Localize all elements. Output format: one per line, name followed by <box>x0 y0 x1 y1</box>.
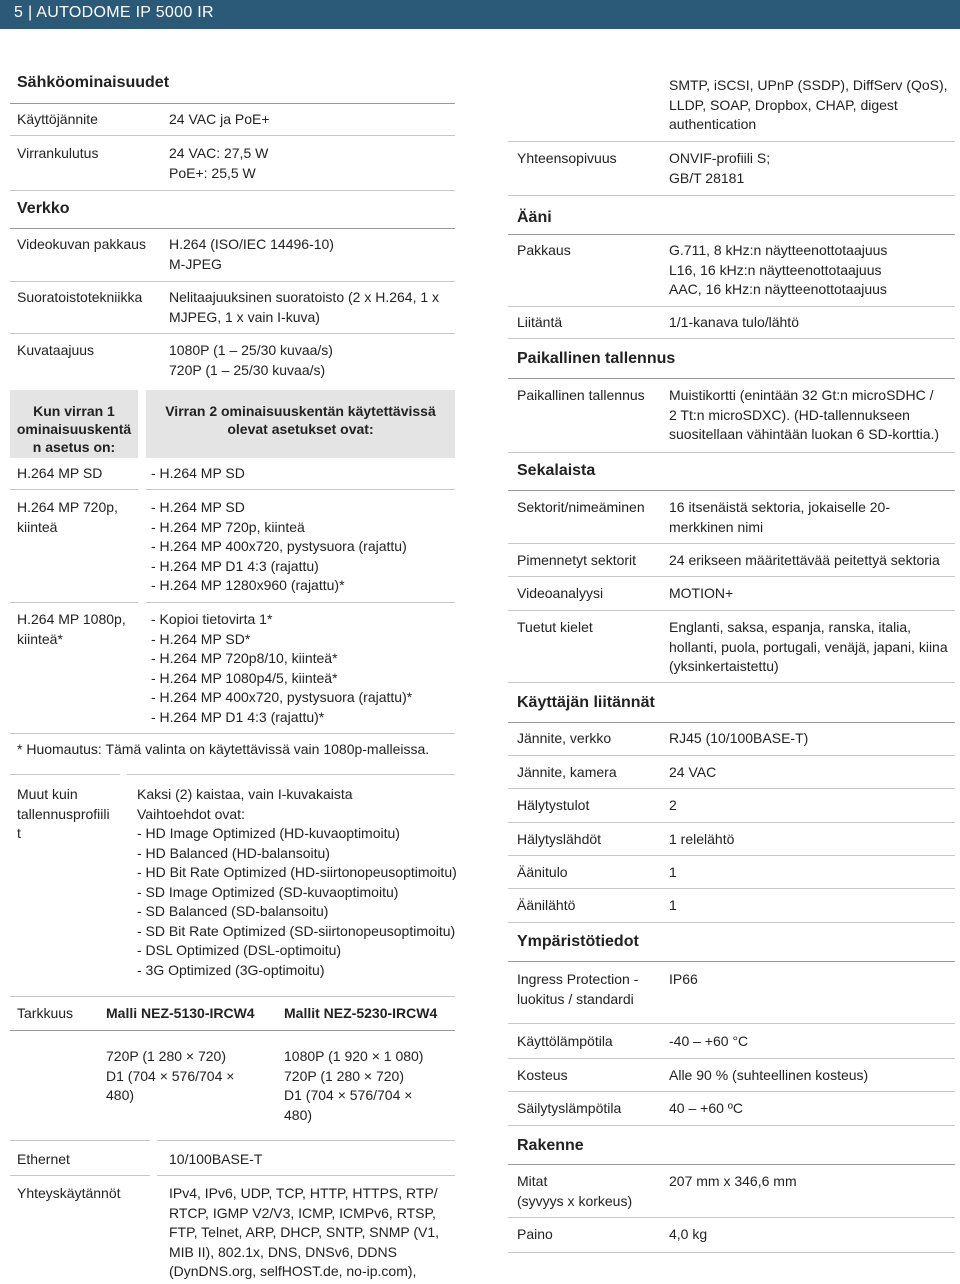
profile-label: H.264 MP 720p, kiinteä <box>17 499 118 535</box>
rule <box>508 961 955 962</box>
spec-value: MOTION+ <box>669 585 734 601</box>
rule <box>508 1023 955 1024</box>
spec-label: Jännite, kamera <box>517 764 617 780</box>
spec-label: Virrankulutus <box>17 145 99 161</box>
spec-value: H.264 (ISO/IEC 14496-10) M-JPEG <box>169 236 334 272</box>
profile-label: H.264 MP SD <box>17 465 103 481</box>
rule <box>508 306 955 307</box>
profiles-footnote: * Huomautus: Tämä valinta on käytettävissä vain 1080p-malleissa. <box>17 741 430 757</box>
spec-value: 16 itsenäistä sektoria, jokaiselle 20- merkkinen nimi <box>669 499 891 535</box>
rule <box>10 103 455 104</box>
rule <box>508 490 955 491</box>
rule <box>508 888 955 889</box>
page-header-bar <box>0 0 960 29</box>
rule <box>10 733 455 734</box>
section-heading-kayttajan-liitannat: Käyttäjän liitännät <box>517 694 655 711</box>
profiles-col1-header: Kun virran 1 ominaisuuskentä n asetus on: <box>16 403 132 455</box>
spec-value: 24 erikseen määritettävää peitettyä sektoria <box>669 552 940 568</box>
spec-value: 1 relelähtö <box>669 831 735 847</box>
spec-value: 24 VAC <box>669 764 717 780</box>
page-title: 5 | AUTODOME IP 5000 IR <box>14 4 214 21</box>
spec-label: Videoanalyysi <box>517 585 604 601</box>
spec-label: Liitäntä <box>517 314 563 330</box>
spec-value: ONVIF-profiili S; GB/T 28181 <box>669 150 771 186</box>
spec-value-continued: SMTP, iSCSI, UPnP (SSDP), DiffServ (QoS), LLDP, SOAP, Dropbox, CHAP, digest authentication <box>669 77 948 132</box>
tarkkuus-col1-header: Malli NEZ-5130-IRCW4 <box>106 1005 255 1021</box>
rule <box>508 1125 955 1126</box>
spec-value: IP66 <box>669 971 698 987</box>
rule <box>508 452 955 453</box>
rule <box>10 228 455 229</box>
spec-label: Kuvataajuus <box>17 342 95 358</box>
spec-label: Pimennetyt sektorit <box>517 552 637 568</box>
rule <box>508 1058 955 1059</box>
section-heading-rakenne: Rakenne <box>517 1137 584 1154</box>
section-heading-ymparistotiedot: Ympäristötiedot <box>517 933 639 950</box>
spec-label: Sektorit/nimeäminen <box>517 499 645 515</box>
rule <box>157 1175 455 1176</box>
section-heading-verkko: Verkko <box>17 200 70 217</box>
rule <box>508 338 955 339</box>
rule <box>10 1140 150 1141</box>
rule <box>508 234 955 235</box>
rule <box>10 996 455 997</box>
spec-label: Suoratoistotekniikka <box>17 289 143 305</box>
rule <box>508 855 955 856</box>
rule <box>508 378 955 379</box>
spec-label: Ingress Protection - luokitus / standardi <box>517 971 639 1007</box>
tarkkuus-col2-header: Mallit NEZ-5230-IRCW4 <box>284 1005 438 1021</box>
spec-label: Kosteus <box>517 1067 568 1083</box>
rule <box>508 576 955 577</box>
profile-label: H.264 MP 1080p, kiinteä* <box>17 611 126 647</box>
spec-value: Kaksi (2) kaistaa, vain I-kuvakaista Vaihtoehdot ovat: - HD Image Optimized (HD-kuvaoptimoitu) - HD Balanced (HD-balansoitu) - HD Bit Rate Optimized (HD-siirtonopeusoptimoitu) - SD Image Optimized (SD-kuvaoptimoitu) - SD Balanced (SD-balansoitu) - SD Bit Rate Optimized (SD-siirtonopeusoptimoitu) - DSL Optimized (DSL-optimoitu) - 3G Optimized (3G-optimoitu) <box>137 786 457 978</box>
spec-label: Tuetut kielet <box>517 619 593 635</box>
rule <box>10 1030 455 1031</box>
spec-value: IPv4, IPv6, UDP, TCP, HTTP, HTTPS, RTP/ RTCP, IGMP V2/V3, ICMP, ICMPv6, RTSP, FTP, Telnet, ARP, DHCP, SNTP, SNMP (V1, MIB II), 802.1x, DNS, DNSv6, DDNS (DynDNS.org, selfHOST.de, no-ip.com), <box>169 1185 440 1279</box>
spec-label: Mitat (syvyys x korkeus) <box>517 1173 633 1209</box>
spec-label: Tarkkuus <box>17 1005 74 1021</box>
spec-value: 2 <box>669 797 677 813</box>
rule <box>508 1217 955 1218</box>
spec-value: 4,0 kg <box>669 1226 708 1242</box>
spec-value: Nelitaajuuksinen suoratoisto (2 x H.264, 1 x MJPEG, 1 x vain I-kuva) <box>169 289 440 325</box>
tarkkuus-col1-value: 720P (1 280 × 720) D1 (704 × 576/704 × 480) <box>106 1048 235 1103</box>
rule <box>146 489 455 490</box>
rule <box>10 281 455 282</box>
spec-label: Paino <box>517 1226 553 1242</box>
spec-value: Muistikortti (enintään 32 Gt:n microSDHC / 2 Tt:n microSDXC). (HD-tallennukseen suositellaan vähintään luokan 6 SD-korttia.) <box>669 387 940 442</box>
rule <box>508 788 955 789</box>
spec-label: Käyttölämpötila <box>517 1033 613 1049</box>
rule <box>127 774 455 775</box>
rule <box>508 1252 955 1253</box>
spec-value: 24 VAC ja PoE+ <box>169 111 270 127</box>
section-heading-sekalaista: Sekalaista <box>517 462 596 479</box>
spec-label: Hälytyslähdöt <box>517 831 602 847</box>
rule <box>508 141 955 142</box>
profiles-col2-header: Virran 2 ominaisuuskentän käytettävissä olevat asetukset ovat: <box>165 403 436 437</box>
profile-options: - Kopioi tietovirta 1* - H.264 MP SD* - H.264 MP 720p8/10, kiinteä* - H.264 MP 1080p4/5, kiinteä* - H.264 MP 400x720, pystysuora (rajattu)* - H.264 MP D1 4:3 (rajattu)* <box>151 611 413 725</box>
rule <box>10 774 120 775</box>
spec-value: Englanti, saksa, espanja, ranska, italia, hollanti, puola, portugali, venäjä, japani, kiina (yksinkertaistettu) <box>669 619 948 674</box>
spec-label: Yhteensopivuus <box>517 150 617 166</box>
rule <box>508 755 955 756</box>
spec-value: 1 <box>669 897 677 913</box>
spec-label: Yhteyskäytännöt <box>17 1185 121 1201</box>
spec-value: 40 – +60 ºC <box>669 1100 743 1116</box>
spec-value: 1 <box>669 864 677 880</box>
rule <box>508 195 955 196</box>
rule <box>146 602 455 603</box>
rule <box>508 1091 955 1092</box>
rule <box>157 1140 455 1141</box>
section-heading-paikallinen-tallennus: Paikallinen tallennus <box>517 350 676 367</box>
profile-options: - H.264 MP SD <box>151 465 245 481</box>
rule <box>10 1175 150 1176</box>
spec-label: Pakkaus <box>517 242 571 258</box>
spec-value: 1/1-kanava tulo/lähtö <box>669 314 799 330</box>
spec-label: Käyttöjännite <box>17 111 98 127</box>
spec-label: Ethernet <box>17 1151 70 1167</box>
rule <box>10 602 138 603</box>
rule <box>508 922 955 923</box>
spec-value: 1080P (1 – 25/30 kuvaa/s) 720P (1 – 25/30 kuvaa/s) <box>169 342 333 378</box>
spec-label: Äänitulo <box>517 864 568 880</box>
rule <box>508 1164 955 1165</box>
spec-label: Videokuvan pakkaus <box>17 236 146 252</box>
rule <box>508 722 955 723</box>
rule <box>10 333 455 334</box>
spec-value: 24 VAC: 27,5 W PoE+: 25,5 W <box>169 145 269 181</box>
section-heading-aani: Ääni <box>517 209 552 226</box>
rule <box>10 489 138 490</box>
spec-value: Alle 90 % (suhteellinen kosteus) <box>669 1067 869 1083</box>
rule <box>10 190 455 191</box>
profile-options: - H.264 MP SD - H.264 MP 720p, kiinteä - H.264 MP 400x720, pystysuora (rajattu) - H.264 MP D1 4:3 (rajattu) - H.264 MP 1280x960 (rajattu)* <box>151 499 407 593</box>
rule <box>508 822 955 823</box>
rule <box>508 543 955 544</box>
spec-label: Säilytyslämpötila <box>517 1100 622 1116</box>
spec-label: Paikallinen tallennus <box>517 387 645 403</box>
spec-label: Äänilähtö <box>517 897 576 913</box>
spec-label: Jännite, verkko <box>517 730 612 746</box>
rule <box>508 610 955 611</box>
section-heading-sahkoominaisuudet: Sähköominaisuudet <box>17 74 170 91</box>
spec-value: 207 mm x 346,6 mm <box>669 1173 797 1189</box>
spec-label: Hälytystulot <box>517 797 590 813</box>
rule <box>508 682 955 683</box>
spec-value: G.711, 8 kHz:n näytteenottotaajuus L16, 16 kHz:n näytteenottotaajuus AAC, 16 kHz:n näytteenottotaajuus <box>669 242 888 297</box>
spec-label: Muut kuin tallennusprofiili t <box>17 786 110 841</box>
rule <box>10 135 455 136</box>
spec-value: -40 – +60 °C <box>669 1033 749 1049</box>
spec-value: RJ45 (10/100BASE-T) <box>669 730 809 746</box>
tarkkuus-col2-value: 1080P (1 920 × 1 080) 720P (1 280 × 720) D1 (704 × 576/704 × 480) <box>284 1048 424 1123</box>
spec-value: 10/100BASE-T <box>169 1151 263 1167</box>
